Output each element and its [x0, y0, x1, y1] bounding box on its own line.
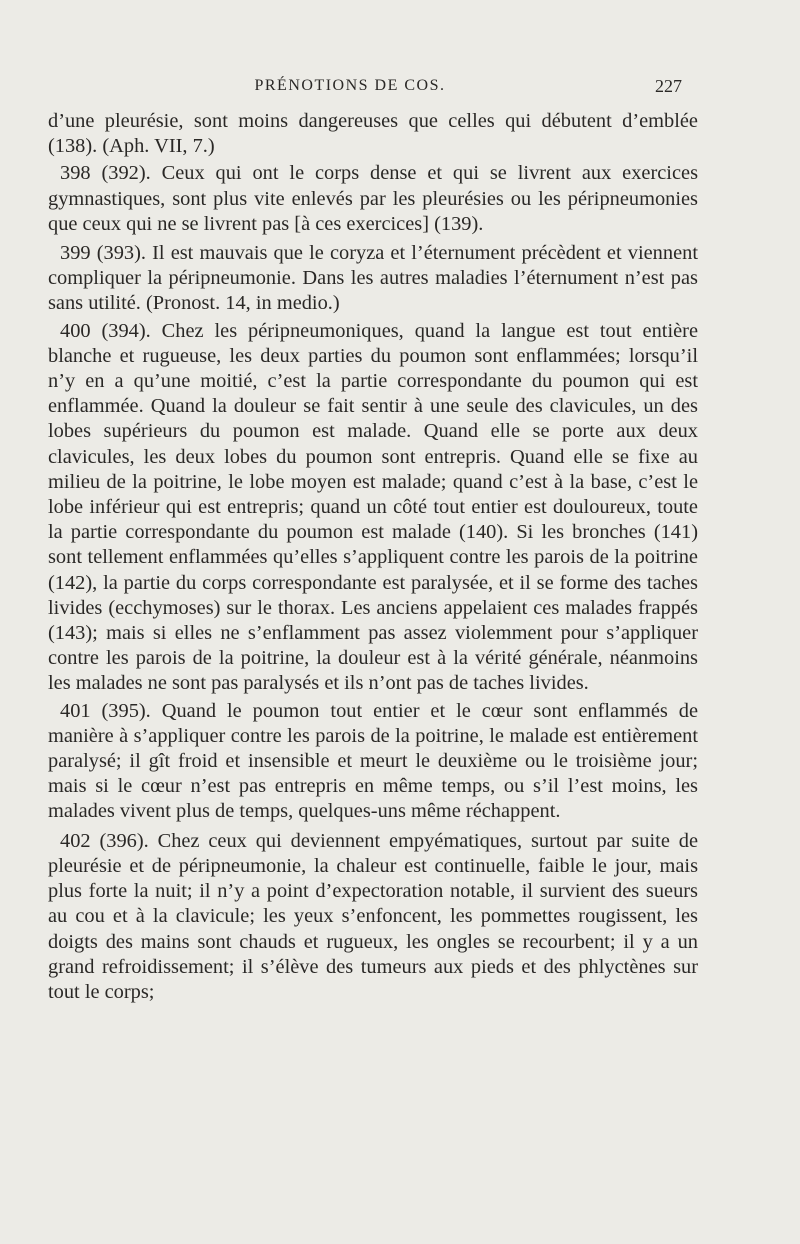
paragraph-399: 399 (393). Il est mauvais que le coryza et l’éternument précèdent et viennent compliquer la péripneumonie. Dans les autres maladies l’éternument n’est pas sans utilité. (Pronost. 14, in medio.) — [48, 242, 698, 315]
paragraph-398: 398 (392). Ceux qui ont le corps dense et qui se livrent aux exercices gymnastiques, sont plus vite enlevés par les pleurésies ou les péripneumonies que ceux qui ne se livrent pas [à ces exercices] (139). — [48, 162, 698, 235]
page-number: 227 — [655, 76, 682, 96]
paragraph-402: 402 (396). Chez ceux qui deviennent empyématiques, surtout par suite de pleurésie et de péripneumonie, la chaleur est continuelle, faible le jour, mais plus forte la nuit; il n’y a point d’expectoration notable, il survient des sueurs au cou et à la clavicule; les yeux s’enfoncent, les pommettes rougissent, les doigts des mains sont chauds et rugueux, les ongles se recourbent; il y a un grand refroidissement; il s’élève des tumeurs aux pieds et des phlyctènes sur tout le corps; — [48, 829, 698, 1003]
running-head: PRÉNOTIONS DE COS. — [254, 77, 446, 94]
paragraph-continuation: d’une pleurésie, sont moins dangereuses que celles qui débutent d’emblée (138). (Aph. VII, 7.) — [48, 110, 698, 158]
paragraph-400: 400 (394). Chez les péripneumoniques, quand la langue est tout entière blanche et rugueuse, les deux parties du poumon sont enflammées; lorsqu’il n’y en a qu’une moitié, c’est la partie correspondante du poumon qui est enflammée. Quand la douleur se fait sentir à une seule des clavicules, un des lobes supérieurs du poumon est malade. Quand elle se porte aux deux clavicules, les deux lobes du poumon sont entrepris. Quand elle se fixe au milieu de la poitrine, le lobe moyen est malade; quand c’est à la base, c’est le lobe inférieur qui est entrepris; quand un côté tout entier est douloureux, toute la partie correspondante du poumon est malade (140). Si les bronches (141) sont tellement enflammées qu’elles s’appliquent contre les parois de la poitrine (142), la partie du corps correspondante est paralysée, et il se forme des taches livides (ecchymoses) sur le thorax. Les anciens appelaient ces malades frappés (143); mais si elles ne s’enflamment pas assez violemment pour s’appliquer contre les parois de la poitrine, la douleur est à la vérité générale, néanmoins les malades ne sont pas paralysés et ils n’ont pas de taches livides. — [48, 319, 698, 695]
body-text — [48, 109, 698, 1005]
paragraph-401: 401 (395). Quand le poumon tout entier et le cœur sont enflammés de manière à s’appliquer contre les parois de la poitrine, le malade est entièrement paralysé; il gît froid et insensible et meurt le deuxième ou le troisième jour; mais si le cœur n’est pas entrepris en même temps, ou s’il l’est moins, les malades vivent plus de temps, quelques-uns même réchappent. — [48, 699, 698, 823]
page-header — [0, 74, 800, 98]
